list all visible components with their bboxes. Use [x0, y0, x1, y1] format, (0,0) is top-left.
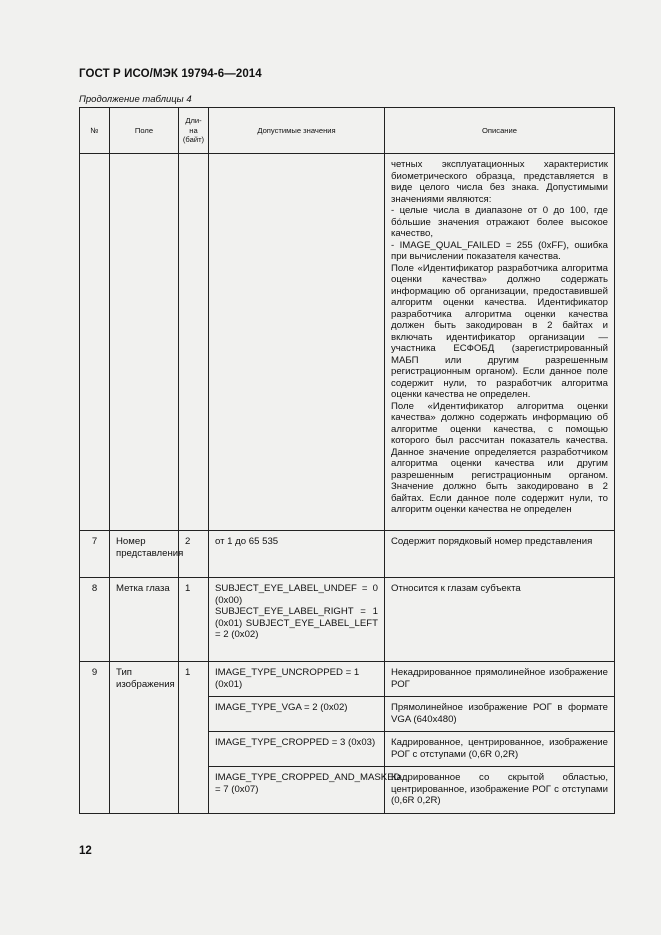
- table-row: [80, 531, 615, 578]
- row-field: Номер представления: [110, 531, 179, 578]
- description-paragraph: Поле «Идентификатор разработчика алгоритма оценки качества» должно содержать информацию об организации, предоставившей алгоритм оценки качества. Идентификатор разработчика алгоритма оценки качества должен быть закодирован в 2 байтах и включать идентификатор организации — участника ЕСФОБД (зарегистрированный МАБП или другим разрешенным регистрационным органом). Если данное поле содержит нули, то разработчик алгоритма оценки качества не определен.: [391, 262, 608, 400]
- row-values: IMAGE_TYPE_UNCROPPED = 1 (0x01): [209, 662, 385, 697]
- description-paragraph: - IMAGE_QUAL_FAILED = 255 (0xFF), ошибка при вычислении показателя качества.: [391, 239, 608, 262]
- row-length: 2: [179, 531, 209, 578]
- table-header-row: [80, 108, 615, 154]
- row-field: Тип изображения: [110, 662, 179, 814]
- row-num: 9: [80, 662, 110, 814]
- row-num: 8: [80, 578, 110, 662]
- table-row: [80, 578, 615, 662]
- row-length: 1: [179, 662, 209, 814]
- row-values: IMAGE_TYPE_VGA = 2 (0x02): [209, 697, 385, 732]
- row-values: IMAGE_TYPE_CROPPED_AND_MASKED = 7 (0x07): [209, 767, 385, 814]
- description-paragraph: - целые числа в диапазоне от 0 до 100, где бóльшие значения отражают более высокое качество,: [391, 205, 608, 239]
- row-description: Содержит порядковый номер представления: [385, 531, 615, 578]
- page-number: 12: [79, 845, 92, 857]
- document-header: ГОСТ Р ИСО/МЭК 19794-6—2014: [79, 68, 262, 80]
- row-description: Кадрированное, центрированное, изображение РОГ с отступами (0,6R 0,2R): [385, 732, 615, 767]
- col-header-values: Допустимые значения: [209, 108, 385, 154]
- row-description: Прямолинейное изображение РОГ в формате VGA (640x480): [385, 697, 615, 732]
- col-header-field: Поле: [110, 108, 179, 154]
- col-header-description: Описание: [385, 108, 615, 154]
- row-description: Некадрированное прямолинейное изображение РОГ: [385, 662, 615, 697]
- row-description: Кадрированное со скрытой областью, центрированное, изображение РОГ с отступами (0,6R 0,2R): [385, 767, 615, 814]
- continued-description-cell: [385, 154, 615, 531]
- row-values: от 1 до 65 535: [209, 531, 385, 578]
- table-row-continued: [80, 154, 615, 531]
- row-field: Метка глаза: [110, 578, 179, 662]
- row-description: Относится к глазам субъекта: [385, 578, 615, 662]
- parameters-table: [79, 107, 615, 814]
- row-values: IMAGE_TYPE_CROPPED = 3 (0x03): [209, 732, 385, 767]
- col-header-length: Дли- на (байт): [179, 108, 209, 154]
- table-row: [80, 662, 615, 697]
- col-header-num: №: [80, 108, 110, 154]
- row-num: 7: [80, 531, 110, 578]
- description-paragraph: Поле «Идентификатор алгоритма оценки качества» должно содержать информацию об алгоритме оценки качества, с помощью которого был рассчитан показатель качества. Данное значение определяется разработчиком алгоритма оценки качества или другим разрешенным регистрационным органом. Значение должно быть закодировано в 2 байтах. Если данное поле содержит нули, то алгоритм оценки качества не определен: [391, 400, 608, 515]
- row-values: SUBJECT_EYE_LABEL_UNDEF = 0 (0x00) SUBJECT_EYE_LABEL_RIGHT = 1 (0x01) SUBJECT_EYE_LABEL_LEFT = 2 (0x02): [209, 578, 385, 662]
- row-length: 1: [179, 578, 209, 662]
- description-paragraph: четных эксплуатационных характеристик биометрического образца, представляется в виде целого числа без знака. Допустимыми значениями являются:: [391, 159, 608, 205]
- table-caption: Продолжение таблицы 4: [79, 94, 192, 105]
